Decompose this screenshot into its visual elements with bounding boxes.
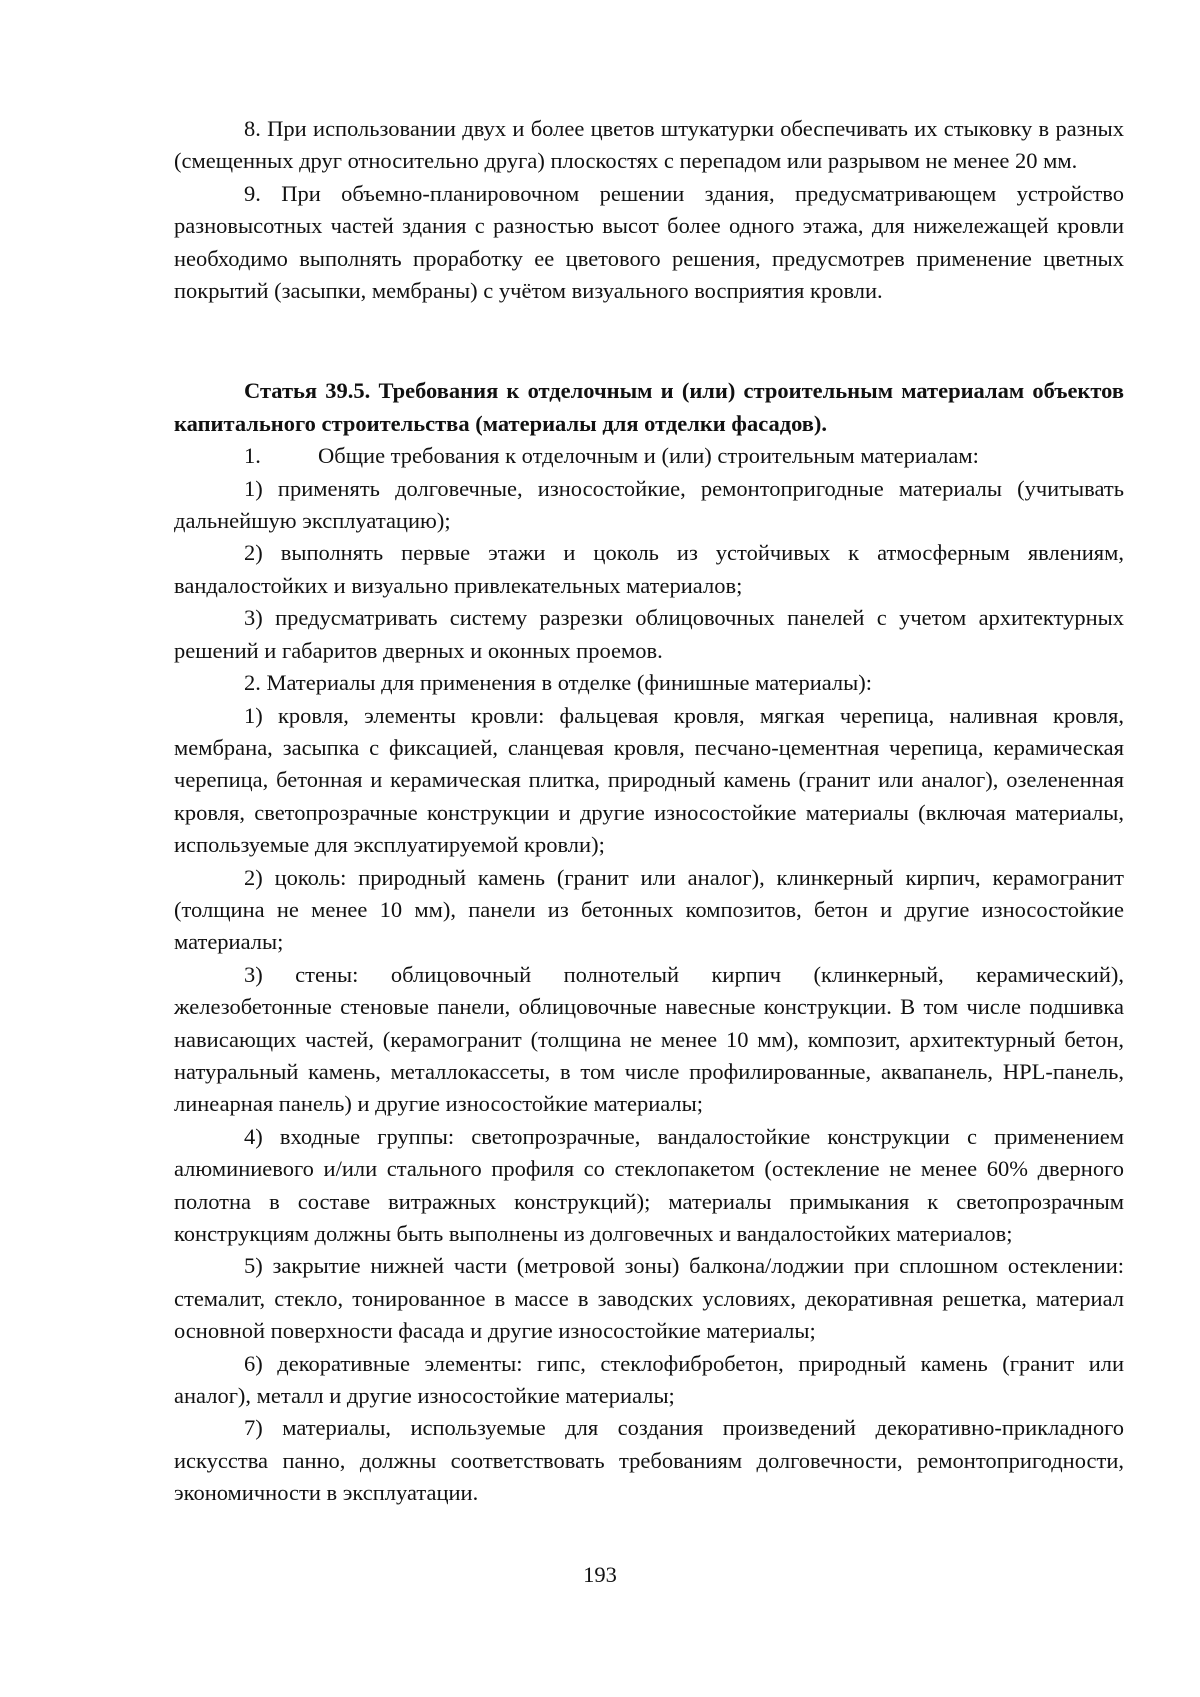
finish-materials-item: 2. Материалы для применения в отделке (финишные материалы): — [244, 670, 873, 696]
finish-material-walls: 3) стены: облицовочный полнотелый кирпич (клинкерный, керамический), железобетонные стеновые панели, облицовочные навесные конструкции. В том числе подшивка нависающих частей, (керамогранит (толщина не менее 10 мм), композит, архитектурный бетон, натуральный камень, металлокассеты, в том числе профилированные, аквапанель, HPL-панель, линеарная панель) и другие износостойкие материалы; — [174, 961, 1124, 1117]
general-requirement-3: 3) предусматривать систему разрезки облицовочных панелей с учетом архитектурных решений и габаритов дверных и оконных проемов. — [174, 605, 1124, 663]
paragraph-item-8: 8. При использовании двух и более цветов штукатурки обеспечивать их стыковку в разных (смещенных друг относительно друга) плоскостях с перепадом или разрывом не менее 20 мм. — [174, 116, 1124, 174]
finish-material-balcony: 5) закрытие нижней части (метровой зоны) балкона/лоджии при сплошном остеклении: стемалит, стекло, тонированное в массе в заводских условиях, декоративная решетка, материал основной поверхности фасада и другие износостойкие материалы; — [174, 1253, 1124, 1344]
general-requirements-item — [174, 440, 1124, 472]
paragraph-item-9: 9. При объемно-планировочном решении здания, предусматривающем устройство разновысотных частей здания с разностью высот более одного этажа, для нижележащей кровли необходимо выполнять проработку ее цветового решения, предусмотрев применение цветных покрытий (засыпки, мембраны) с учётом визуального восприятия кровли. — [174, 180, 1124, 304]
item-number: 1. — [244, 443, 261, 469]
general-requirement-1: 1) применять долговечные, износостойкие, ремонтопригодные материалы (учитывать дальнейшую эксплуатацию); — [174, 475, 1124, 534]
finish-material-roof: 1) кровля, элементы кровли: фальцевая кровля, мягкая черепица, наливная кровля, мембрана, засыпка с фиксацией, сланцевая кровля, песчано-цементная черепица, керамическая черепица, бетонная и керамическая плитка, природный камень (гранит или аналог), озелененная кровля, светопрозрачные конструкции и другие износостойкие материалы (включая материалы, используемые для эксплуатируемой кровли); — [174, 702, 1124, 858]
finish-material-plinth: 2) цоколь: природный камень (гранит или аналог), клинкерный кирпич, керамогранит (толщина не менее 10 мм), панели из бетонных композитов, бетон и другие износостойкие материалы; — [174, 864, 1124, 955]
article-heading: Статья 39.5. Требования к отделочным и (или) строительным материалам объектов капитального строительства (материалы для отделки фасадов). — [174, 378, 1124, 436]
general-requirement-2: 2) выполнять первые этажи и цоколь из устойчивых к атмосферным явлениям, вандалостойких и визуально привлекательных материалов; — [174, 540, 1124, 598]
page-number: 193 — [583, 1562, 617, 1587]
finish-material-entrances: 4) входные группы: светопрозрачные, вандалостойкие конструкции с применением алюминиевого и/или стального профиля со стеклопакетом (остекление не менее 60% дверного полотна в составе витражных конструкций); материалы примыкания к светопрозрачным конструкциям должны быть выполнены из долговечных и вандалостойких материалов; — [174, 1123, 1124, 1246]
page-body — [174, 113, 1124, 1510]
item-text: Общие требования к отделочным и (или) строительным материалам: — [318, 443, 979, 469]
finish-material-art: 7) материалы, используемые для создания произведений декоративно-прикладного искусства панно, должны соответствовать требованиям долговечности, ремонтопригодности, экономичности в эксплуатации. — [174, 1415, 1124, 1506]
finish-material-decor: 6) декоративные элементы: гипс, стеклофибробетон, природный камень (гранит или аналог), металл и другие износостойкие материалы; — [174, 1350, 1124, 1409]
